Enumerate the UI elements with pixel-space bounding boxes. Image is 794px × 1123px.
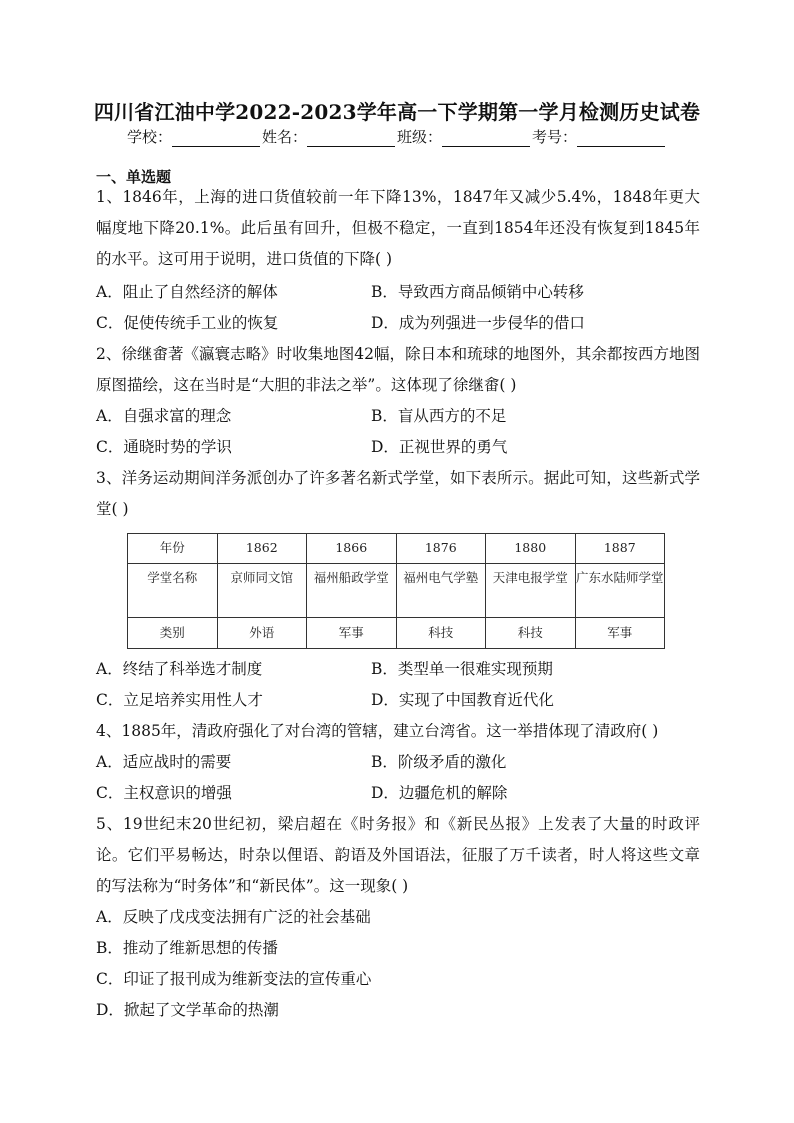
number-field xyxy=(532,126,667,147)
question-1-option-b[interactable]: B．导致西方商品倾销中心转移 xyxy=(371,283,584,301)
question-2-option-c[interactable]: C．通晓时势的学识 xyxy=(96,438,232,456)
table-cell: 天津电报学堂 xyxy=(486,564,576,618)
table-cell: 军事 xyxy=(307,618,397,649)
class-label: 班级： xyxy=(397,128,443,146)
question-5-option-c[interactable]: C．印证了报刊成为维新变法的宣传重心 xyxy=(96,970,372,988)
table-cell: 1876 xyxy=(396,534,486,564)
name-field xyxy=(262,126,397,147)
question-5-option-a[interactable]: A．反映了戊戌变法拥有广泛的社会基础 xyxy=(96,908,371,926)
question-3-text: 3、洋务运动期间洋务派创办了许多著名新式学堂，如下表所示。据此可知，这些新式学堂( ) xyxy=(96,469,700,518)
student-info-row xyxy=(0,126,794,147)
question-5-option-b[interactable]: B．推动了维新思想的传播 xyxy=(96,939,278,957)
table-cell: 京师同文馆 xyxy=(217,564,307,618)
question-2-text: 2、徐继畬著《瀛寰志略》时收集地图42幅，除日本和琉球的地图外，其余都按西方地图原图描绘，这在当时是“大胆的非法之举”。这体现了徐继畬( ) xyxy=(96,345,700,394)
table-row xyxy=(128,564,665,618)
question-3-option-a[interactable]: A．终结了科举选才制度 xyxy=(96,660,263,678)
exam-title: 四川省江油中学2022-2023学年高一下学期第一学月检测历史试卷 xyxy=(93,100,701,124)
school-blank[interactable] xyxy=(172,131,260,147)
question-2-option-d[interactable]: D．正视世界的勇气 xyxy=(371,438,508,456)
class-blank[interactable] xyxy=(442,131,530,147)
question-3-option-d[interactable]: D．实现了中国教育近代化 xyxy=(371,691,554,709)
table-row xyxy=(128,618,665,649)
question-3-option-c[interactable]: C．立足培养实用性人才 xyxy=(96,691,263,709)
question-2-option-a[interactable]: A．自强求富的理念 xyxy=(96,407,232,425)
school-field xyxy=(127,126,262,147)
class-field xyxy=(397,126,532,147)
question-4-option-d[interactable]: D．边疆危机的解除 xyxy=(371,784,508,802)
question-2-option-b[interactable]: B．盲从西方的不足 xyxy=(371,407,507,425)
question-3-option-b[interactable]: B．类型单一很难实现预期 xyxy=(371,660,553,678)
table-cell: 福州电气学塾 xyxy=(396,564,486,618)
table-cell: 福州船政学堂 xyxy=(307,564,397,618)
schools-table xyxy=(127,533,665,649)
table-cell: 1862 xyxy=(217,534,307,564)
table-cell: 1880 xyxy=(486,534,576,564)
question-1-option-d[interactable]: D．成为列强进一步侵华的借口 xyxy=(371,314,585,332)
question-1-option-a[interactable]: A．阻止了自然经济的解体 xyxy=(96,283,278,301)
section-heading: 一、单选题 xyxy=(96,168,172,186)
table-cell: 广东水陆师学堂 xyxy=(575,564,665,618)
table-cell: 学堂名称 xyxy=(128,564,218,618)
question-4-option-a[interactable]: A．适应战时的需要 xyxy=(96,753,232,771)
name-blank[interactable] xyxy=(307,131,395,147)
table-cell: 年份 xyxy=(128,534,218,564)
table-cell: 外语 xyxy=(217,618,307,649)
question-4-option-b[interactable]: B．阶级矛盾的激化 xyxy=(371,753,507,771)
table-row xyxy=(128,534,665,564)
table-cell: 1866 xyxy=(307,534,397,564)
school-label: 学校： xyxy=(126,128,172,146)
number-label: 考号： xyxy=(532,128,578,146)
number-blank[interactable] xyxy=(577,131,665,147)
name-label: 姓名： xyxy=(261,128,307,146)
table-cell: 1887 xyxy=(575,534,665,564)
table-cell: 类别 xyxy=(128,618,218,649)
question-5-text: 5、19世纪末20世纪初，梁启超在《时务报》和《新民丛报》上发表了大量的时政评论。它们平易畅达，时杂以俚语、韵语及外国语法，征服了万千读者，时人将这些文章的写法称为“时务体”和“新民体”。这一现象( ) xyxy=(96,815,700,895)
table-cell: 军事 xyxy=(575,618,665,649)
question-4-text: 4、1885年，清政府强化了对台湾的管辖，建立台湾省。这一举措体现了清政府( ) xyxy=(96,722,659,740)
question-1-option-c[interactable]: C．促使传统手工业的恢复 xyxy=(96,314,279,332)
question-1-text: 1、1846年，上海的进口货值较前一年下降13%，1847年又减少5.4%，1848年更大幅度地下降20.1%。此后虽有回升，但极不稳定，一直到1854年还没有恢复到1845年的水平。这可用于说明，进口货值的下降( ) xyxy=(96,188,700,268)
table-cell: 科技 xyxy=(396,618,486,649)
question-5-option-d[interactable]: D．掀起了文学革命的热潮 xyxy=(96,1001,279,1019)
table-cell: 科技 xyxy=(486,618,576,649)
question-4-option-c[interactable]: C．主权意识的增强 xyxy=(96,784,232,802)
